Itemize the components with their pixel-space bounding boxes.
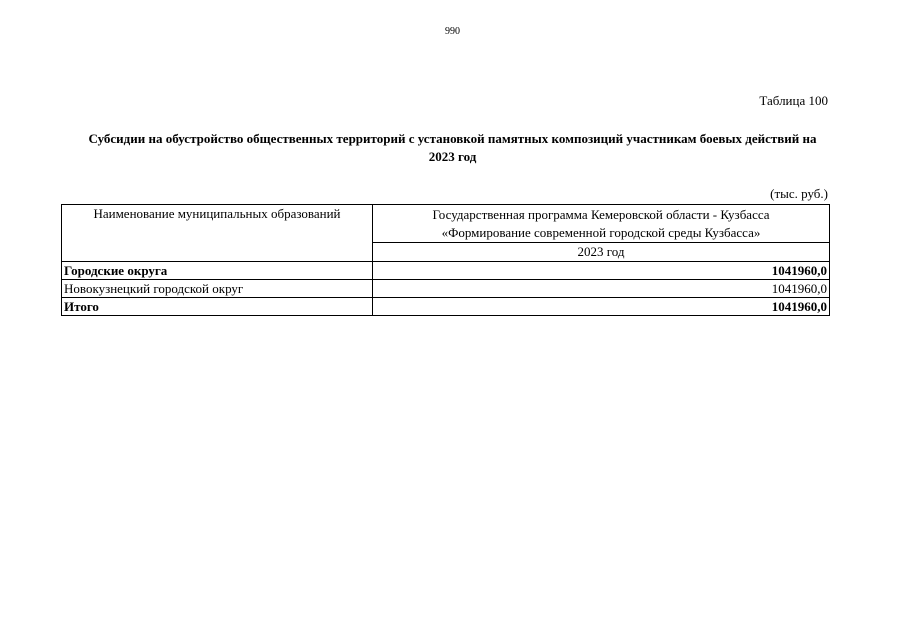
page-number: 990	[445, 26, 460, 37]
table-row	[62, 298, 830, 316]
header-program-column	[373, 205, 830, 243]
header-program-line-1: Государственная программа Кемеровской области - Кузбасса	[432, 207, 770, 222]
units-label: (тыс. руб.)	[770, 186, 828, 201]
row-name-novokuznetsk: Новокузнецкий городской округ	[62, 280, 373, 298]
table-label: Таблица 100	[759, 93, 828, 108]
table-row	[62, 280, 830, 298]
row-value-novokuznetsk: 1041960,0	[373, 280, 830, 298]
document-title: Субсидии на обустройство общественных территорий с установкой памятных композиций участникам боевых действий на 2023 год	[88, 131, 817, 164]
row-name-total: Итого	[62, 298, 373, 316]
header-year: 2023 год	[373, 243, 830, 262]
row-value-total: 1041960,0	[373, 298, 830, 316]
table-row	[62, 262, 830, 280]
header-name-column: Наименование муниципальных образований	[62, 205, 373, 262]
header-program-line-2: «Формирование современной городской среды Кузбасса»	[441, 225, 761, 240]
row-name-urban-districts: Городские округа	[62, 262, 373, 280]
row-value-urban-districts: 1041960,0	[373, 262, 830, 280]
subsidy-table	[61, 204, 830, 316]
table-header-row	[62, 205, 830, 243]
